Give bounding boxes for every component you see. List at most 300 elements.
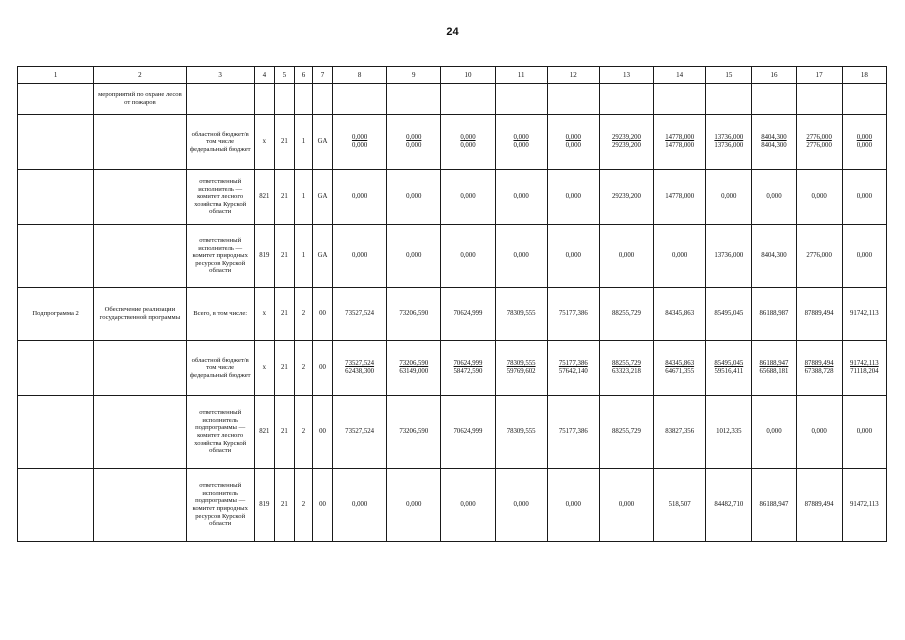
value-pair bbox=[498, 134, 545, 150]
value-bottom: 0,000 bbox=[618, 251, 635, 259]
row-5-c4: х bbox=[254, 341, 274, 396]
value-pair bbox=[443, 501, 492, 509]
value-pair bbox=[602, 193, 651, 201]
row-1-value-15 bbox=[706, 115, 752, 170]
value-bottom: 71118,204 bbox=[850, 368, 879, 375]
row-1-value-9 bbox=[387, 115, 441, 170]
row-5-value-18 bbox=[842, 341, 886, 396]
value-bottom: 0,000 bbox=[766, 192, 782, 200]
value-bottom: 59769,602 bbox=[506, 368, 536, 375]
value-pair bbox=[754, 134, 793, 150]
value-pair bbox=[708, 310, 749, 318]
value-bottom: 0,000 bbox=[565, 192, 581, 200]
row-3-value-18 bbox=[842, 225, 886, 288]
row-1-c1 bbox=[18, 115, 94, 170]
row-6-c7: 00 bbox=[312, 396, 332, 469]
value-pair bbox=[845, 428, 884, 436]
value-bottom: 0,000 bbox=[406, 192, 422, 200]
value-bottom: 88255,729 bbox=[612, 427, 641, 435]
value-pair bbox=[335, 360, 384, 376]
value-pair bbox=[498, 428, 545, 436]
row-7-c2 bbox=[94, 469, 186, 542]
value-bottom: 64671,355 bbox=[665, 368, 695, 375]
row-6-value-8 bbox=[333, 396, 387, 469]
value-bottom: 0,000 bbox=[351, 251, 368, 259]
value-bottom: 0,000 bbox=[513, 500, 529, 508]
row-1-value-10 bbox=[441, 115, 495, 170]
row-3-c6: 1 bbox=[294, 225, 312, 288]
value-pair bbox=[656, 501, 703, 509]
value-pair bbox=[708, 428, 749, 436]
row-0-value-11 bbox=[495, 84, 547, 115]
value-pair bbox=[845, 360, 884, 376]
row-2-c1 bbox=[18, 170, 94, 225]
budget-table bbox=[17, 66, 887, 542]
value-pair bbox=[389, 252, 438, 260]
row-3-c4: 819 bbox=[254, 225, 274, 288]
value-pair bbox=[498, 252, 545, 260]
value-pair bbox=[443, 193, 492, 201]
value-pair bbox=[799, 360, 840, 376]
value-bottom: 75177,386 bbox=[558, 309, 588, 317]
value-pair bbox=[389, 134, 438, 150]
row-0-c1 bbox=[18, 84, 94, 115]
value-top: 8404,300 bbox=[761, 133, 787, 141]
row-7-c4: 819 bbox=[254, 469, 274, 542]
row-3-value-12 bbox=[547, 225, 599, 288]
row-2-c6: 1 bbox=[294, 170, 312, 225]
value-pair bbox=[754, 252, 793, 260]
row-4-c1: Подпрограмма 2 bbox=[18, 288, 94, 341]
row-6-value-18 bbox=[842, 396, 886, 469]
row-5-c5: 21 bbox=[274, 341, 294, 396]
value-bottom: 86188,987 bbox=[759, 309, 789, 317]
value-pair bbox=[550, 193, 597, 201]
row-7-c5: 21 bbox=[274, 469, 294, 542]
row-0-value-10 bbox=[441, 84, 495, 115]
column-header-8: 8 bbox=[333, 67, 387, 84]
table-row bbox=[18, 115, 887, 170]
row-1-c3: областной бюджет/в том числе федеральный бюджет bbox=[186, 115, 254, 170]
value-top: 73206,590 bbox=[399, 359, 429, 367]
row-4-value-10 bbox=[441, 288, 495, 341]
row-0-value-15 bbox=[706, 84, 752, 115]
value-pair bbox=[845, 501, 884, 509]
row-4-value-8 bbox=[333, 288, 387, 341]
table-row bbox=[18, 84, 887, 115]
value-bottom: 518,507 bbox=[668, 500, 691, 508]
value-bottom: 70624,999 bbox=[453, 427, 483, 435]
value-bottom: 0,000 bbox=[672, 251, 688, 259]
row-0-c7 bbox=[312, 84, 332, 115]
row-0-value-8 bbox=[333, 84, 387, 115]
row-7-value-17 bbox=[796, 469, 842, 542]
row-3-c1 bbox=[18, 225, 94, 288]
value-pair bbox=[845, 193, 884, 201]
page-number: 24 bbox=[446, 26, 459, 38]
value-top: 86188,947 bbox=[759, 359, 789, 367]
row-7-value-8 bbox=[333, 469, 387, 542]
value-pair bbox=[708, 360, 749, 376]
table-row bbox=[18, 288, 887, 341]
row-1-c5: 21 bbox=[274, 115, 294, 170]
table-row bbox=[18, 396, 887, 469]
row-5-value-8 bbox=[333, 341, 387, 396]
row-4-value-16 bbox=[752, 288, 796, 341]
row-6-value-13 bbox=[599, 396, 653, 469]
column-header-4: 4 bbox=[254, 67, 274, 84]
value-bottom: 78309,555 bbox=[506, 427, 536, 435]
value-bottom: 75177,386 bbox=[558, 427, 588, 435]
row-5-value-12 bbox=[547, 341, 599, 396]
column-header-11: 11 bbox=[495, 67, 547, 84]
column-header-10: 10 bbox=[441, 67, 495, 84]
value-pair bbox=[335, 252, 384, 260]
value-pair bbox=[443, 428, 492, 436]
value-pair bbox=[799, 252, 840, 260]
value-bottom: 58472,590 bbox=[453, 368, 483, 375]
row-7-c1 bbox=[18, 469, 94, 542]
value-bottom: 63323,218 bbox=[612, 368, 641, 375]
row-3-value-8 bbox=[333, 225, 387, 288]
table-row bbox=[18, 170, 887, 225]
row-0-c4 bbox=[254, 84, 274, 115]
row-4-c5: 21 bbox=[274, 288, 294, 341]
row-4-c7: 00 bbox=[312, 288, 332, 341]
row-2-value-8 bbox=[333, 170, 387, 225]
value-bottom: 2776,000 bbox=[806, 142, 832, 149]
row-3-value-11 bbox=[495, 225, 547, 288]
row-7-value-16 bbox=[752, 469, 796, 542]
value-pair bbox=[389, 428, 438, 436]
column-header-13: 13 bbox=[599, 67, 653, 84]
value-pair bbox=[656, 252, 703, 260]
row-3-value-14 bbox=[654, 225, 706, 288]
value-bottom: 70624,999 bbox=[453, 309, 483, 317]
row-0-value-12 bbox=[547, 84, 599, 115]
value-bottom: 0,000 bbox=[406, 251, 422, 259]
row-4-value-9 bbox=[387, 288, 441, 341]
value-pair bbox=[498, 360, 545, 376]
value-pair bbox=[335, 310, 384, 318]
value-pair bbox=[656, 193, 703, 201]
row-2-c4: 821 bbox=[254, 170, 274, 225]
row-7-value-9 bbox=[387, 469, 441, 542]
row-3-value-17 bbox=[796, 225, 842, 288]
row-1-c4: х bbox=[254, 115, 274, 170]
value-bottom: 84345,863 bbox=[665, 309, 695, 317]
value-pair bbox=[335, 501, 384, 509]
row-0-c3 bbox=[186, 84, 254, 115]
value-bottom: 8404,300 bbox=[761, 142, 787, 149]
value-bottom: 0,000 bbox=[811, 192, 827, 200]
value-bottom: 0,000 bbox=[513, 192, 529, 200]
row-6-value-9 bbox=[387, 396, 441, 469]
value-bottom: 13736,000 bbox=[714, 251, 744, 259]
row-1-value-18 bbox=[842, 115, 886, 170]
row-2-value-14 bbox=[654, 170, 706, 225]
value-bottom: 91472,113 bbox=[850, 500, 879, 508]
value-bottom: 73206,590 bbox=[399, 427, 429, 435]
value-bottom: 0,000 bbox=[351, 500, 368, 508]
value-bottom: 87889,494 bbox=[804, 309, 834, 317]
row-2-c3: ответственный исполнитель — комитет лесного хозяйства Курской области bbox=[186, 170, 254, 225]
value-bottom: 78309,555 bbox=[506, 309, 536, 317]
value-pair bbox=[335, 193, 384, 201]
value-pair bbox=[443, 252, 492, 260]
row-7-value-14 bbox=[654, 469, 706, 542]
row-4-value-17 bbox=[796, 288, 842, 341]
row-6-c3: ответственный исполнитель подпрограммы — комитет лесного хозяйства Курской области bbox=[186, 396, 254, 469]
row-5-c6: 2 bbox=[294, 341, 312, 396]
table-row bbox=[18, 341, 887, 396]
value-pair bbox=[550, 428, 597, 436]
row-2-value-13 bbox=[599, 170, 653, 225]
value-bottom: 0,000 bbox=[406, 500, 422, 508]
value-pair bbox=[602, 360, 651, 376]
value-top: 0,000 bbox=[406, 133, 422, 141]
value-pair bbox=[389, 310, 438, 318]
value-top: 73527,524 bbox=[345, 359, 375, 367]
row-4-c3: Всего, в том числе: bbox=[186, 288, 254, 341]
row-5-value-16 bbox=[752, 341, 796, 396]
row-5-c2 bbox=[94, 341, 186, 396]
value-bottom: 0,000 bbox=[856, 427, 872, 435]
value-pair bbox=[708, 501, 749, 509]
value-pair bbox=[754, 360, 793, 376]
value-bottom: 73527,524 bbox=[345, 309, 375, 317]
value-top: 0,000 bbox=[856, 133, 872, 141]
value-bottom: 83827,356 bbox=[665, 427, 695, 435]
value-pair bbox=[656, 310, 703, 318]
column-header-3: 3 bbox=[186, 67, 254, 84]
value-pair bbox=[602, 252, 651, 260]
value-pair bbox=[708, 134, 749, 150]
row-6-value-15 bbox=[706, 396, 752, 469]
row-2-value-12 bbox=[547, 170, 599, 225]
value-pair bbox=[498, 501, 545, 509]
row-0-c2: мероприятий по охране лесов от пожаров bbox=[94, 84, 186, 115]
value-bottom: 85495,045 bbox=[714, 309, 744, 317]
value-top: 70624,999 bbox=[453, 359, 483, 367]
row-2-value-16 bbox=[752, 170, 796, 225]
row-0-value-17 bbox=[796, 84, 842, 115]
value-pair bbox=[335, 134, 384, 150]
row-1-value-8 bbox=[333, 115, 387, 170]
row-5-c3: областной бюджет/в том числе федеральный бюджет bbox=[186, 341, 254, 396]
value-bottom: 0,000 bbox=[406, 142, 422, 149]
row-4-value-13 bbox=[599, 288, 653, 341]
value-pair bbox=[602, 310, 651, 318]
table-row bbox=[18, 469, 887, 542]
row-6-value-17 bbox=[796, 396, 842, 469]
value-bottom: 0,000 bbox=[766, 427, 782, 435]
row-7-value-10 bbox=[441, 469, 495, 542]
column-header-14: 14 bbox=[654, 67, 706, 84]
value-bottom: 84482,710 bbox=[714, 500, 744, 508]
value-top: 78309,555 bbox=[506, 359, 536, 367]
value-bottom: 0,000 bbox=[460, 142, 476, 149]
row-0-c5 bbox=[274, 84, 294, 115]
row-1-value-16 bbox=[752, 115, 796, 170]
value-bottom: 0,000 bbox=[351, 192, 368, 200]
value-pair bbox=[708, 252, 749, 260]
row-7-value-12 bbox=[547, 469, 599, 542]
value-bottom: 73527,524 bbox=[345, 427, 375, 435]
value-top: 14778,000 bbox=[665, 133, 695, 141]
row-6-c6: 2 bbox=[294, 396, 312, 469]
value-top: 85495,045 bbox=[714, 359, 744, 367]
value-bottom: 0,000 bbox=[721, 192, 737, 200]
row-7-value-13 bbox=[599, 469, 653, 542]
row-2-c7: GA bbox=[312, 170, 332, 225]
value-pair bbox=[799, 193, 840, 201]
column-header-1: 1 bbox=[18, 67, 94, 84]
column-header-7: 7 bbox=[312, 67, 332, 84]
value-bottom: 0,000 bbox=[513, 251, 529, 259]
value-bottom: 2776,000 bbox=[806, 251, 832, 259]
value-pair bbox=[443, 360, 492, 376]
value-pair bbox=[335, 428, 384, 436]
value-pair bbox=[656, 360, 703, 376]
value-bottom: 65688,181 bbox=[759, 368, 789, 375]
value-bottom: 0,000 bbox=[618, 500, 635, 508]
value-bottom: 14778,000 bbox=[665, 142, 695, 149]
row-2-value-18 bbox=[842, 170, 886, 225]
row-6-value-10 bbox=[441, 396, 495, 469]
value-pair bbox=[550, 252, 597, 260]
row-5-value-11 bbox=[495, 341, 547, 396]
row-1-value-13 bbox=[599, 115, 653, 170]
value-pair bbox=[708, 193, 749, 201]
row-7-value-15 bbox=[706, 469, 752, 542]
row-6-c1 bbox=[18, 396, 94, 469]
column-header-5: 5 bbox=[274, 67, 294, 84]
row-4-value-18 bbox=[842, 288, 886, 341]
row-3-value-9 bbox=[387, 225, 441, 288]
row-2-value-9 bbox=[387, 170, 441, 225]
value-pair bbox=[389, 501, 438, 509]
row-7-c7: 00 bbox=[312, 469, 332, 542]
value-top: 91742,113 bbox=[850, 359, 879, 367]
value-pair bbox=[845, 310, 884, 318]
column-header-17: 17 bbox=[796, 67, 842, 84]
row-1-c2 bbox=[94, 115, 186, 170]
column-header-18: 18 bbox=[842, 67, 886, 84]
value-pair bbox=[389, 193, 438, 201]
row-2-value-15 bbox=[706, 170, 752, 225]
value-top: 87889,494 bbox=[804, 359, 834, 367]
value-bottom: 91742,113 bbox=[850, 309, 879, 317]
row-5-c7: 00 bbox=[312, 341, 332, 396]
value-bottom: 0,000 bbox=[811, 427, 827, 435]
row-7-value-18 bbox=[842, 469, 886, 542]
value-pair bbox=[799, 134, 840, 150]
value-pair bbox=[550, 134, 597, 150]
row-0-value-13 bbox=[599, 84, 653, 115]
row-7-value-11 bbox=[495, 469, 547, 542]
row-1-value-17 bbox=[796, 115, 842, 170]
value-pair bbox=[656, 428, 703, 436]
value-bottom: 0,000 bbox=[856, 192, 872, 200]
row-6-value-14 bbox=[654, 396, 706, 469]
value-bottom: 62438,300 bbox=[345, 368, 375, 375]
value-pair bbox=[754, 310, 793, 318]
value-pair bbox=[845, 134, 884, 150]
value-pair bbox=[799, 501, 840, 509]
value-pair bbox=[754, 193, 793, 201]
value-top: 0,000 bbox=[513, 133, 529, 141]
value-pair bbox=[550, 501, 597, 509]
row-2-value-17 bbox=[796, 170, 842, 225]
row-3-c2 bbox=[94, 225, 186, 288]
value-top: 0,000 bbox=[460, 133, 476, 141]
value-pair bbox=[754, 501, 793, 509]
row-3-value-16 bbox=[752, 225, 796, 288]
row-0-c6 bbox=[294, 84, 312, 115]
value-pair bbox=[602, 501, 651, 509]
row-6-value-12 bbox=[547, 396, 599, 469]
row-3-value-10 bbox=[441, 225, 495, 288]
value-bottom: 67388,728 bbox=[804, 368, 834, 375]
value-top: 29239,200 bbox=[612, 133, 641, 141]
value-top: 0,000 bbox=[351, 133, 368, 141]
value-pair bbox=[656, 134, 703, 150]
column-header-2: 2 bbox=[94, 67, 186, 84]
value-pair bbox=[845, 252, 884, 260]
row-1-c6: 1 bbox=[294, 115, 312, 170]
row-0-value-14 bbox=[654, 84, 706, 115]
value-bottom: 0,000 bbox=[460, 251, 476, 259]
row-4-c4: х bbox=[254, 288, 274, 341]
row-0-value-16 bbox=[752, 84, 796, 115]
row-4-value-12 bbox=[547, 288, 599, 341]
row-4-value-11 bbox=[495, 288, 547, 341]
row-1-value-14 bbox=[654, 115, 706, 170]
value-top: 88255,729 bbox=[612, 359, 641, 367]
column-header-6: 6 bbox=[294, 67, 312, 84]
value-pair bbox=[799, 428, 840, 436]
table-row bbox=[18, 225, 887, 288]
value-top: 13736,000 bbox=[714, 133, 744, 141]
row-4-c2: Обеспечение реализации государственной программы bbox=[94, 288, 186, 341]
row-6-value-11 bbox=[495, 396, 547, 469]
row-3-value-13 bbox=[599, 225, 653, 288]
row-1-value-11 bbox=[495, 115, 547, 170]
value-pair bbox=[498, 310, 545, 318]
value-bottom: 63149,000 bbox=[399, 368, 429, 375]
column-header-12: 12 bbox=[547, 67, 599, 84]
value-bottom: 73206,590 bbox=[399, 309, 429, 317]
row-6-c4: 821 bbox=[254, 396, 274, 469]
value-pair bbox=[602, 134, 651, 150]
row-3-c5: 21 bbox=[274, 225, 294, 288]
value-bottom: 29239,200 bbox=[612, 142, 641, 149]
value-bottom: 59516,411 bbox=[714, 368, 744, 375]
row-2-c5: 21 bbox=[274, 170, 294, 225]
value-bottom: 0,000 bbox=[565, 500, 581, 508]
value-top: 84345,863 bbox=[665, 359, 695, 367]
value-top: 0,000 bbox=[565, 133, 581, 141]
row-7-c3: ответственный исполнитель подпрограммы — комитет природных ресурсов Курской области bbox=[186, 469, 254, 542]
row-2-value-11 bbox=[495, 170, 547, 225]
value-pair bbox=[550, 360, 597, 376]
row-6-value-16 bbox=[752, 396, 796, 469]
column-header-15: 15 bbox=[706, 67, 752, 84]
value-bottom: 0,000 bbox=[351, 142, 368, 149]
value-bottom: 0,000 bbox=[856, 142, 872, 149]
value-pair bbox=[754, 428, 793, 436]
